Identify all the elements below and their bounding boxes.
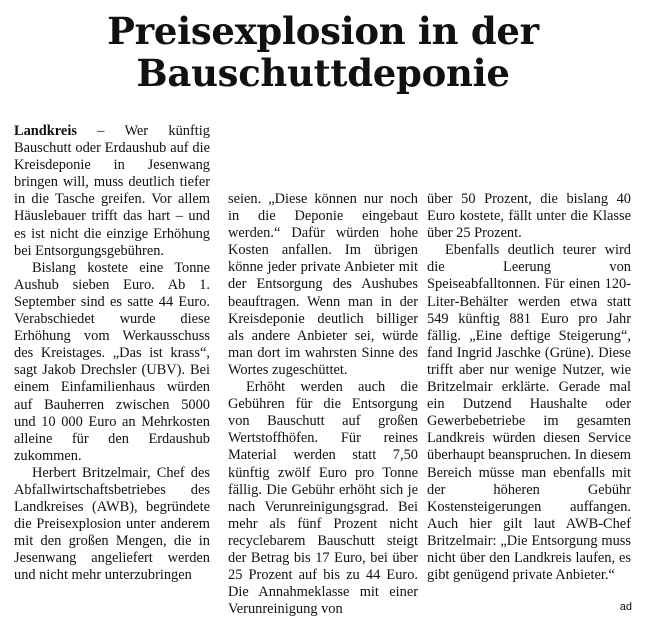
paragraph: Ebenfalls deutlich teurer wird die Leerung von Speiseabfalltonnen. Für einen 120-Liter-Behälter werden etwa statt 549 künftig 881 Euro pro Jahr fällig. „Eine deftige Steigerung“, fand Ingrid Jaschke (Grüne). Diese trifft aber nur wenige Nutzer, wie Britzelmair erklärte. Gerade mal ein Dutzend Haushalte oder Gewerbebetriebe im gesamten Landkreis würden diesen Service überhaupt beanspruchen. In diesem Bereich müsse man ebenfalls mit der höheren Gebühr Kostensteigerungen auffangen. Auch hier gilt laut AWB-Chef Britzelmair: „Die Entsorgung muss nicht über den Landkreis laufen, es gibt genügend private Anbieter.“ <box>427 242 631 584</box>
kicker: Landkreis <box>14 123 77 139</box>
headline-line-2: Bauschuttdeponie <box>136 51 510 95</box>
paragraph: Erhöht werden auch die Gebühren für die Entsorgung von Bauschutt auf großen Wertstoffhöfen. Für reines Material werden statt 7,50 künftig zwölf Euro pro Tonne fällig. Die Gebühr erhöht sich je nach Verunreinigungsgrad. Bei mehr als fünf Prozent nicht recyclebarem Bauschutt steigt der Betrag bis 17 Euro, bei über 25 Prozent auf bis zu 44 Euro. Die Annahmeklasse mit einer Verunreinigung von <box>228 379 418 618</box>
headline <box>0 10 646 94</box>
column-1 <box>14 123 210 585</box>
column-3 <box>427 191 631 584</box>
headline-line-1: Preisexplosion in der <box>107 9 539 53</box>
paragraph: Bislang kostete eine Tonne Aushub sieben Euro. Ab 1. September sind es satte 44 Euro. Verabschiedet wurde diese Erhöhung vom Werkausschuss des Kreistages. „Das ist krass“, sagt Jakob Drechsler (UBV). Bei einem Einfamilienhaus würden auf Bauherren zwischen 5000 und 10 000 Euro an Mehrkosten alleine für den Erdaushub zukommen. <box>14 259 210 464</box>
paragraph-intro <box>14 123 210 260</box>
column-2 <box>228 191 418 618</box>
paragraph: seien. „Diese können nur noch in die Deponie eingebaut werden.“ Dafür würden hohe Kosten anfallen. Im übrigen könne jeder private Anbieter mit der Entsorgung des Aushubes beauftragen. Wenn man in der Kreisdeponie deutlich billiger als andere Anbieter sei, würde man dort im wahrsten Sinne des Wortes zugeschüttet. <box>228 191 418 378</box>
paragraph: über 50 Prozent, die bislang 40 Euro kostete, fällt unter die Klasse über 25 Prozent. <box>427 191 631 242</box>
paragraph: Herbert Britzelmair, Chef des Abfallwirtschaftsbetriebes des Landkreises (AWB), begründete die Preisexplosion unter anderem mit den großen Mengen, die in Jesenwang angeliefert werden und nicht mehr unterzubringen <box>14 464 210 584</box>
intro-text: – Wer künftig Bauschutt oder Erdaushub auf die Kreisdeponie in Jesenwang bringen will, muss deutlich tiefer in die Tasche greifen. Vor allem Häuslebauer trifft das hart – und es ist nicht die einzige Erhöhung bei Entsorgungsgebühren. <box>14 123 210 259</box>
author-initials: ad <box>619 601 632 613</box>
